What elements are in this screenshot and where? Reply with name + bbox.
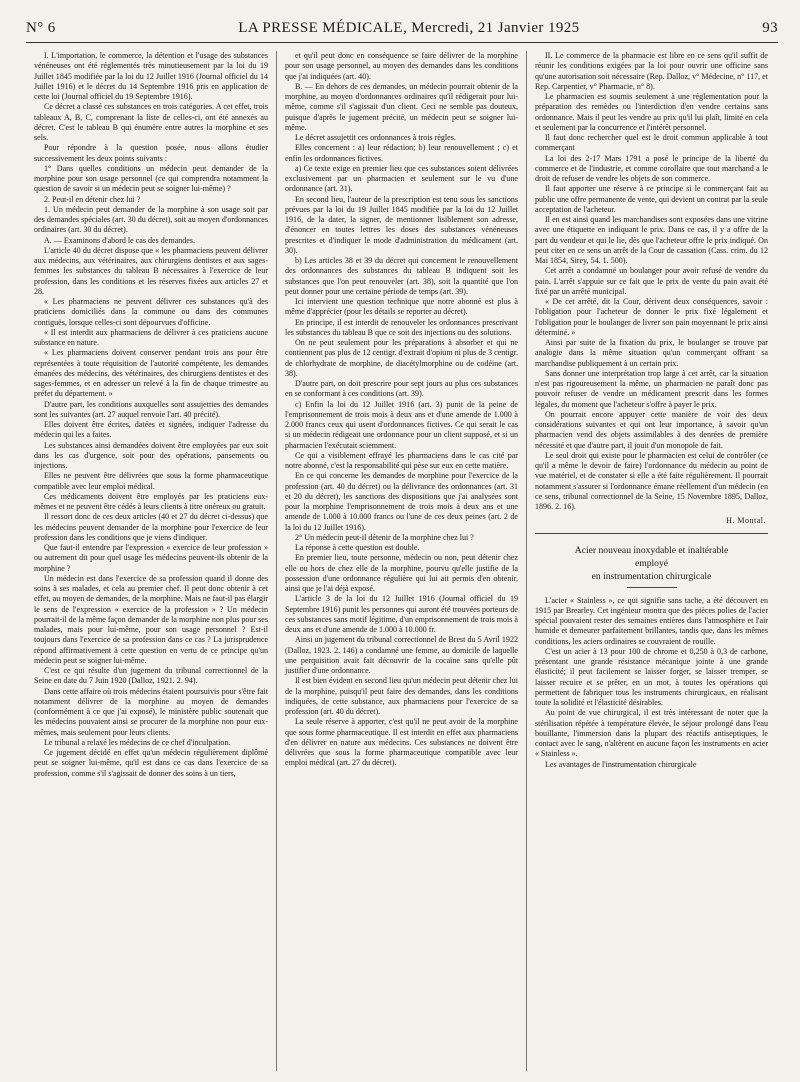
paragraph: « Les pharmaciens ne peuvent délivrer ces substances qu'à des praticiens domiciliés dans la commune ou dans des communes contiguës, lorsque celles-ci sont dépourvues d'officine.: [34, 297, 268, 327]
paragraph: Un médecin est dans l'exercice de sa profession quand il donne des soins à ses malades, et cela au premier chef. Il peut donc obtenir à cet effet, au moyen de demandes, de la morphine. Mais ne faut-il pas élargir le sens de l'expression « exercice de la profession » ? Un médecin pourrait-il de la même façon demander de la morphine non plus pour ses malades, mais pour lui-même, pour son usage personnel ? Est-il toujours dans l'exercice de sa profession dans ce cas ? La jurisprudence répond affirmativement à cette question en vertu de ce principe qu'un médecin peut se soigner lui-même.: [34, 573, 268, 665]
paragraph: Il est bien évident en second lieu qu'un médecin peut détenir chez lui de la morphine, puisqu'il peut faire des demandes, dans les conditions indiquées, de cette substance, aux pharmaciens pour l'exercice de sa profession (art. 40 du décret).: [285, 676, 518, 716]
article-title-line: employé: [634, 557, 669, 569]
header-rule: [26, 42, 778, 43]
paragraph: Le pharmacien est soumis seulement à une réglementation pour la préparation des remèdes ou l'interdiction d'en vendre certains sans ordonnance. Mais il peut les vendre au prix qu'il lui plaît, limité en cela et seulement par la concurrence et l'intérêt personnel.: [535, 92, 768, 132]
paragraph: Ce qui a visiblement effrayé les pharmaciens dans le cas cité par notre abonné, c'est la responsabilité qui pèse sur eux en cette matière.: [285, 450, 518, 470]
paragraph: Il ressort donc de ces deux articles (40 et 27 du décret ci-dessus) que les médecins peuvent demander de la morphine pour l'exercice de leur profession dans les conditions que je viens d'indiquer.: [34, 512, 268, 542]
page-header: [26, 0, 778, 42]
paragraph: Ce décret a classé ces substances en trois catégories. A cet effet, trois tableaux A, B, C, comprenant la liste de celles-ci, ont été annexés au décret. C'est le tableau B qui énumère entre autres la morphine et ses sels.: [34, 102, 268, 142]
paragraph: Il faut donc rechercher quel est le droit commun applicable à tout commerçant: [535, 133, 768, 153]
paragraph: L'acier « Stainless », ce qui signifie sans tache, a été découvert en 1915 par Brearley. Cet ingénieur montra que des pièces polies de l'acier spécial pouvaient rester des semaines entières dans l'atmosphère et l'air humide et demeurer parfaitement brillantes, tandis que, dans les mêmes conditions, les aciers ordinaires se couvraient de rouille.: [535, 595, 768, 646]
paragraph: L'article 3 de la loi du 12 Juillet 1916 (Journal officiel du 19 Septembre 1916) punit les personnes qui auront été trouvées porteurs de ces substances sans motif légitime, d'un emprisonnement de trois mois à deux ans et d'une amende de 1.000 à 10.000 fr.: [285, 594, 518, 634]
paragraph: Les substances ainsi demandées doivent être employées par eux soit dans les cas d'urgence, soit pour des opérations, pansements ou injections.: [34, 440, 268, 470]
column-3: [526, 51, 776, 1071]
paragraph: Ainsi par suite de la fixation du prix, le boulanger se trouve par analogie dans la même situation qu'un commerçant offrant sa marchandise publiquement à un certain prix.: [535, 338, 768, 368]
article-title-line: Acier nouveau inoxydable et inaltérable: [574, 544, 729, 556]
paragraph: « De cet arrêté, dit la Cour, dérivent deux conséquences, savoir : l'obligation pour l'acheteur de donner le prix fixé légalement et l'obligation pour le boulanger de livrer son pain moyennant le prix ainsi déterminé. »: [535, 297, 768, 337]
paragraph: La réponse à cette question est double.: [295, 543, 420, 552]
paragraph: I. L'importation, le commerce, la détention et l'usage des substances vénéneuses ont été réglementés très minutieusement par la loi du 19 Juillet 1845 modifiée par la loi du 12 Juillet 1916 (Journal officiel du 14 Juillet 1916) et le décret du 14 Septembre 1916 pris en application de cette loi (Journal officiel du 19 Septembre 1916).: [34, 51, 268, 101]
paragraph: Que faut-il entendre par l'expression « exercice de leur profession » ou autrement dit pour quel usage les médecins peuvent-ils obtenir de la morphine ?: [34, 543, 268, 573]
column-1: [26, 51, 276, 1071]
paragraph: Ici intervient une question technique que notre abonné est plus à même d'apprécier (pour les détails se reporter au décret).: [285, 297, 518, 317]
paragraph: Ainsi un jugement du tribunal correctionnel de Brest du 5 Avril 1922 (Dalloz, 1923. 2. 146) a condamné une femme, au domicile de laquelle une perquisition avait fait découvrir de la cocaïne sans qu'elle pût justifier d'une ordonnance.: [285, 635, 518, 675]
paragraph: 2. Peut-il en détenir chez lui ?: [44, 194, 141, 204]
paragraph: Cet arrêt a condamné un boulanger pour avoir refusé de vendre du pain. L'arrêt s'appuie sur ce fait que le prix de vente du pain avait été fixé par un arrêté municipal.: [535, 266, 768, 296]
column-2: [276, 51, 526, 1071]
paragraph: Dans cette affaire où trois médecins étaient poursuivis pour s'être fait notamment délivrer de la morphine au moyen de demandes (conformément à ce que j'ai exposé), le ministère public soutenait que les médecins pouvaient ainsi se procurer de la morphine non pour eux-mêmes, mais seulement pour leurs clients.: [34, 686, 268, 737]
paragraph: B. — En dehors de ces demandes, un médecin pourrait obtenir de la morphine, au moyen d'ordonnances ordinaires qu'il rédigerait pour lui-même, comme s'il s'agissait d'un client. Ceci ne semble pas douteux, puisque d'après le jugement précité, un médecin peut se soigner lui-même.: [285, 81, 518, 132]
paragraph: En second lieu, l'auteur de la prescription est tenu sous les sanctions prévues par la loi du 19 Juillet 1845 modifiée par la loi du 12 Juillet 1916, de la dater, la signer, de mentionner lisiblement son adresse, d'énoncer en toutes lettres les doses des substances vénéneuses prescrites et d'indiquer le mode d'administration du médicament (art. 30).: [285, 194, 518, 255]
paragraph: a) Ce texte exige en premier lieu que ces substances soient délivrées exclusivement par un pharmacien et seulement sur le vu d'une ordonnance (art. 31).: [285, 163, 518, 194]
paragraph: En premier lieu, toute personne, médecin ou non, peut détenir chez elle ou hors de chez elle de la morphine, pourvu qu'elle justifie de la possession d'une ordonnance régulière qui lui ait permis d'en obtenir, ainsi que je l'ai déjà exposé.: [285, 553, 518, 593]
paragraph: 1° Dans quelles conditions un médecin peut demander de la morphine pour son usage personnel (ce qui comprendra notamment la question de savoir si un médecin peut se soigner lui-même) ?: [34, 163, 268, 194]
running-title: LA PRESSE MÉDICALE, Mercredi, 21 Janvier 1925: [238, 20, 580, 36]
paragraph: « Les pharmaciens doivent conserver pendant trois ans pour être représentées à toute réquisition de l'autorité compétente, les demandes émanées des médecins, des vétérinaires, des chirurgiens dentistes et des sages-femmes, et en adresser un relevé à la fin de chaque trimestre au préfet du département. »: [34, 348, 268, 399]
issue-number: N° 6: [26, 20, 56, 36]
paragraph: « Il est interdit aux pharmaciens de délivrer à ces praticiens aucune substance en nature.: [34, 327, 268, 347]
paragraph: Elles doivent être écrites, datées et signées, indiquer l'adresse du médecin qui les a faites.: [34, 420, 268, 440]
paragraph: Elles concernent : a) leur rédaction; b) leur renouvellement ; c) et enfin les ordonnances fictives.: [285, 143, 518, 163]
title-rule: [627, 587, 677, 588]
paragraph: Le décret assujettit ces ordonnances à trois règles.: [295, 133, 456, 142]
article-title: [541, 544, 762, 583]
paragraph: Ce jugement décidé en effet qu'un médecin régulièrement diplômé peut se soigner lui-même, qu'il est dans ce cas dans l'exercice de sa profession, comme s'il s'agissait de donner des soins à un tiers,: [34, 748, 268, 778]
paragraph: Il faut apporter une réserve à ce principe si le commerçant fait au public une offre permanente de vente, qui devient un contrat par la seule acceptation de l'acheteur.: [535, 184, 768, 214]
section-separator: [535, 533, 768, 534]
paragraph: Il en est ainsi quand les marchandises sont exposées dans une vitrine avec une étiquette en indiquant le prix. Dans ce cas, il y a offre de la part du vendeur et qui le lie, dès que l'acheteur offre le prix indiqué. On peut citer en ce sens un arrêt de la Cour de cassation (Cass. crim. du 12 Mai 1854, Sirey, 54. 1. 500).: [535, 215, 768, 265]
paragraph: Le seul droit qui existe pour le pharmacien est celui de contrôler (ce qu'il a même le devoir de faire) l'ordonnance du médecin au point de vue matériel, et de constater si elle a été faite régulièrement. Il pourrait notamment s'assurer si l'ordonnance émane réellement d'un médecin (en ce sens, tribunal correctionnel de la Seine, 15 Novembre 1895, Dalloz, 1896. 2. 16).: [535, 450, 768, 511]
paragraph: D'autre part, on doit prescrire pour sept jours au plus ces substances en se conformant à ces conditions (art. 39).: [285, 379, 518, 399]
paragraph: C'est un acier à 13 pour 100 de chrome et 0,250 à 0,3 de carbone, présentant une grande résistance mécanique jointe à une grande élasticité; il peut facilement se laisser forger, se laisser tremper, se laisser recuire et se prêter, en un mot, à toutes les opérations qui permettent de fabriquer tous les instruments chirurgicaux, en réalisant toute la solidité et l'élasticité désirables.: [535, 646, 768, 707]
paragraph: c) Enfin la loi du 12 Juillet 1916 (art. 3) punit de la peine de l'emprisonnement de trois mois à deux ans et d'une amende de 1.000 à 2.000 francs ceux qui usent d'ordonnances fictives. Ce qui serait le cas si un médecin rédigeait une ordonnance pour un client supposé, et si un pharmacien l'exécutait sciemment.: [285, 399, 518, 450]
paragraph: Pour répondre à la question posée, nous allons étudier successivement les deux points suivants :: [34, 143, 268, 163]
paragraph: En principe, il est interdit de renouveler les ordonnances prescrivant les substances du tableau B que ce soit des injections ou des solutions.: [285, 317, 518, 337]
paragraph: b) Les articles 38 et 39 du décret qui concernent le renouvellement des ordonnances des substances du tableau B indiquent soit les substances que l'on peut renouveler (art. 38), soit la quantité que l'on peut donner pour une certaine période de temps (art. 39).: [285, 256, 518, 296]
paragraph: La seule réserve à apporter, c'est qu'il ne peut avoir de la morphine que sous forme pharmaceutique. Il est interdit en effet aux pharmaciens d'en délivrer en nature aux médecins. Ces substances ne doivent être délivrées que sous la forme pharmaceutique compatible avec leur emploi médical (art. 27 du décret).: [285, 717, 518, 768]
columns: [26, 51, 778, 1071]
article-title-line: en instrumentation chirurgicale: [591, 570, 712, 582]
paragraph: Elles ne peuvent être délivrées que sous la forme pharmaceutique compatible avec leur emploi médical.: [34, 471, 268, 491]
paragraph: 1. Un médecin peut demander de la morphine à son usage soit par des demandes spéciales (art. 30 du décret), soit au moyen d'ordonnances ordinaires (art. 30 du décret).: [34, 204, 268, 235]
paragraph: On pourrait encore appuyer cette manière de voir des deux considérations suivantes et qui ont leur importance, à savoir qu'un pharmacien vend des objets assimilables à des denrées de première nécessité et que d'autre part, il jouit d'un monopole de fait.: [535, 409, 768, 450]
paragraph: 2° Un médecin peut-il détenir de la morphine chez lui ?: [295, 532, 474, 542]
paragraph: D'autre part, les conditions auxquelles sont assujetties des demandes sont les suivantes (art. 27 auquel renvoie l'art. 40 précité).: [34, 399, 268, 419]
paragraph: Sans donner une interprétation trop large à cet arrêt, car la situation n'est pas rigoureusement la même, un pharmacien ne paraît donc pas pouvoir refuser de vendre un médicament prescrit dans les formes légales, du moment que l'acheteur s'offre à payer le prix.: [535, 368, 768, 409]
paragraph: Ces médicaments doivent être employés par les praticiens eux-mêmes et ne peuvent être cédés à leurs clients à titre onéreux ou gratuit.: [34, 491, 268, 511]
paragraph: et qu'il peut donc en conséquence se faire délivrer de la morphine pour son usage personnel, au moyen des demandes dans les conditions que j'ai indiquées (art. 40).: [285, 51, 518, 81]
paragraph: L'article 40 du décret dispose que « les pharmaciens peuvent délivrer aux médecins, aux vétérinaires, aux chirurgiens dentistes et aux sages-femmes les substances du tableau B nécessaires à l'exercice de leur profession, dans les conditions et les réserves fixées aux articles 27 et 28.: [34, 245, 268, 296]
author-signature: H. Montal.: [726, 516, 766, 526]
paragraph: On ne peut seulement pour les préparations à absorber et qui ne contiennent pas plus de 12 centigr. d'extrait d'opium ni plus de 3 centigr. de chlorhydrate de morphine, de diacétylmorphine ou de codéine (art. 38).: [285, 338, 518, 378]
paragraph: En ce qui concerne les demandes de morphine pour l'exercice de la profession (art. 40 du décret) ou la délivrance des ordonnances (art. 31 et 20 du décret), les sanctions des dispositions que j'ai analysées sont pour la morphine l'emprisonnement de trois mois à deux ans et une amende de 1.000 à 10.000 francs ou l'une de ces deux peines (art. 2 de la loi du 12 Juillet 1916).: [285, 471, 518, 532]
paragraph: Le tribunal a relaxé les médecins de ce chef d'inculpation.: [44, 737, 231, 747]
page-number: 93: [762, 20, 778, 36]
paragraph: Au point de vue chirurgical, il est très intéressant de noter que la stérilisation répétée à température élevée, le séjour prolongé dans l'eau bouillante, l'immersion dans la plupart des réactifs antiseptiques, le contact avec le sang, n'altèrent en aucune façon les instruments en acier « Stainless ».: [535, 708, 768, 759]
paragraph: II. Le commerce de la pharmacie est libre en ce sens qu'il suffit de réunir les conditions exigées par la loi pour ouvrir une officine sans qu'une autorisation soit nécessaire (Rep. Dalloz, v° Médecine, n° 117, et Rep. Carpentier, v° Pharmacie, n° 8).: [535, 51, 768, 91]
paragraph: La loi des 2-17 Mars 1791 a posé le principe de la liberté du commerce et de l'industrie, et comme corollaire que tout marchand a le droit de refuser de vendre les objets de son commerce.: [535, 153, 768, 183]
paragraph: Les avantages de l'instrumentation chirurgicale: [545, 759, 697, 769]
paragraph: A. — Examinons d'abord le cas des demandes.: [44, 235, 195, 245]
paragraph: C'est ce qui résulte d'un jugement du tribunal correctionnel de la Seine en date du 7 Juin 1920 (Dalloz, 1921. 2. 94).: [34, 666, 268, 686]
